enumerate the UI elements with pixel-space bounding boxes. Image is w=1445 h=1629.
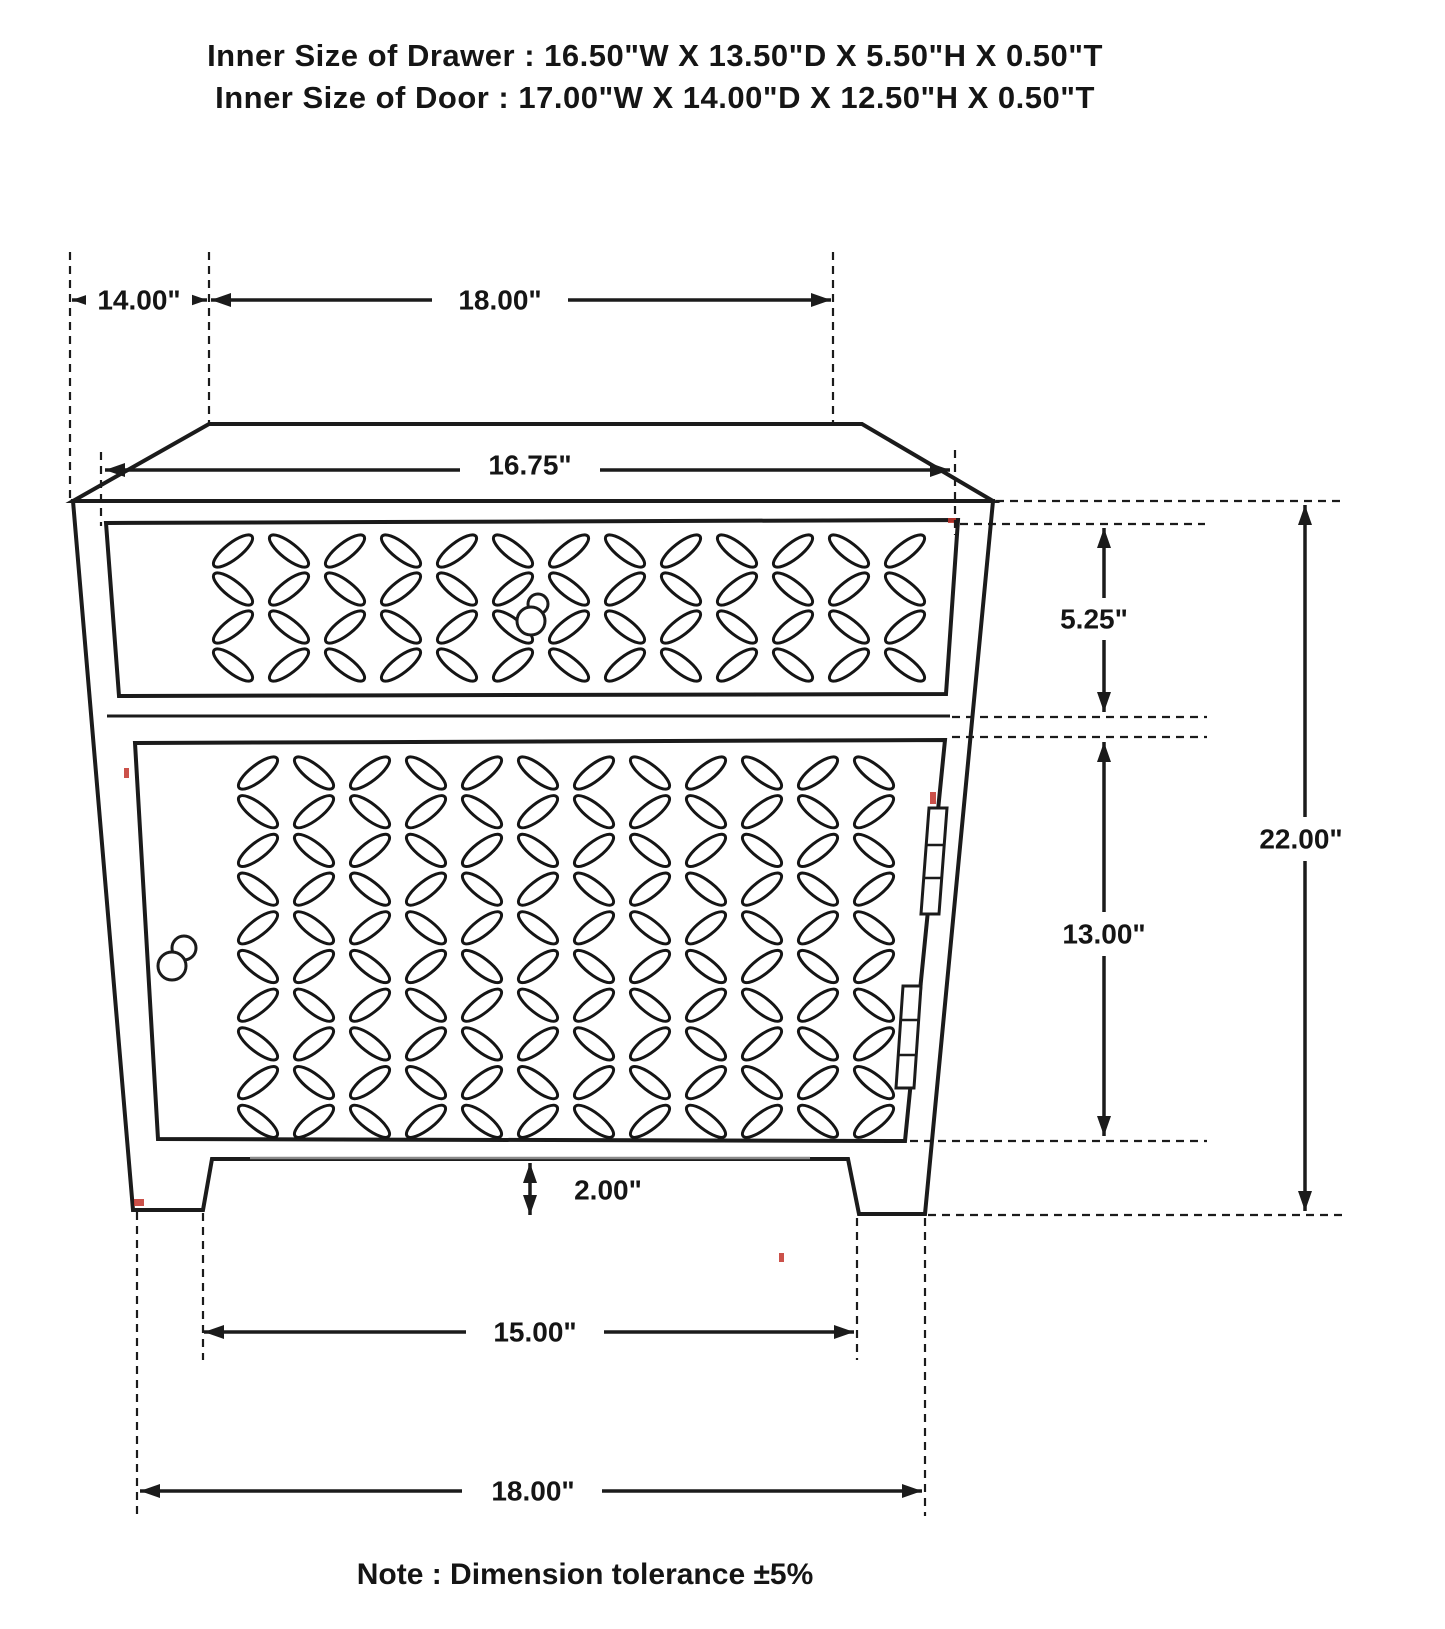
arrowhead-down-drawer-height — [1097, 692, 1111, 712]
red-mark-door-left — [124, 768, 129, 778]
dim-label-drawer-height: 5.25" — [1060, 603, 1128, 635]
drawer-knob-bottom-circle — [517, 607, 545, 635]
dim-label-leg-height: 2.00" — [574, 1174, 642, 1206]
red-mark-left-foot — [134, 1199, 144, 1206]
arrowhead-left-top-width — [211, 293, 231, 307]
arrowhead-right-feet-span — [834, 1325, 854, 1339]
tolerance-note: Note : Dimension tolerance ±5% — [356, 1558, 814, 1591]
arrowhead-down-overall-height — [1298, 1191, 1312, 1211]
arrowhead-left-feet-span — [204, 1325, 224, 1339]
red-mark-floor — [779, 1253, 784, 1262]
arrowhead-down-leg-height — [523, 1195, 537, 1215]
arrowhead-right-top-width — [811, 293, 831, 307]
dim-label-overall-height: 22.00" — [1259, 823, 1343, 855]
arrowhead-right-overall-width — [902, 1484, 922, 1498]
dim-label-top-width: 18.00" — [458, 284, 542, 316]
arrowhead-left-top-front-width — [105, 463, 125, 477]
arrowhead-left-overall-width — [140, 1484, 160, 1498]
red-mark-door-right — [930, 792, 936, 804]
arrowhead-up-leg-height — [523, 1163, 537, 1183]
arrowhead-up-drawer-height — [1097, 528, 1111, 548]
door-knob-bottom-circle — [158, 952, 186, 980]
drawer-inner-size-title: Inner Size of Drawer : 16.50"W X 13.50"D X 5.50"H X 0.50"T — [207, 38, 1103, 73]
arrowhead-down-door-height — [1097, 1116, 1111, 1136]
dim-label-top-front-width: 16.75" — [488, 449, 572, 481]
arrowhead-up-door-height — [1097, 742, 1111, 762]
dim-label-feet-span: 15.00" — [493, 1316, 577, 1348]
dim-label-door-height: 13.00" — [1062, 918, 1146, 950]
arrowhead-up-overall-height — [1298, 505, 1312, 525]
door-inner-size-title: Inner Size of Door : 17.00"W X 14.00"D X 12.50"H X 0.50"T — [215, 80, 1095, 115]
dim-label-top-depth: 14.00" — [97, 284, 181, 316]
dim-label-overall-width: 18.00" — [491, 1475, 575, 1507]
